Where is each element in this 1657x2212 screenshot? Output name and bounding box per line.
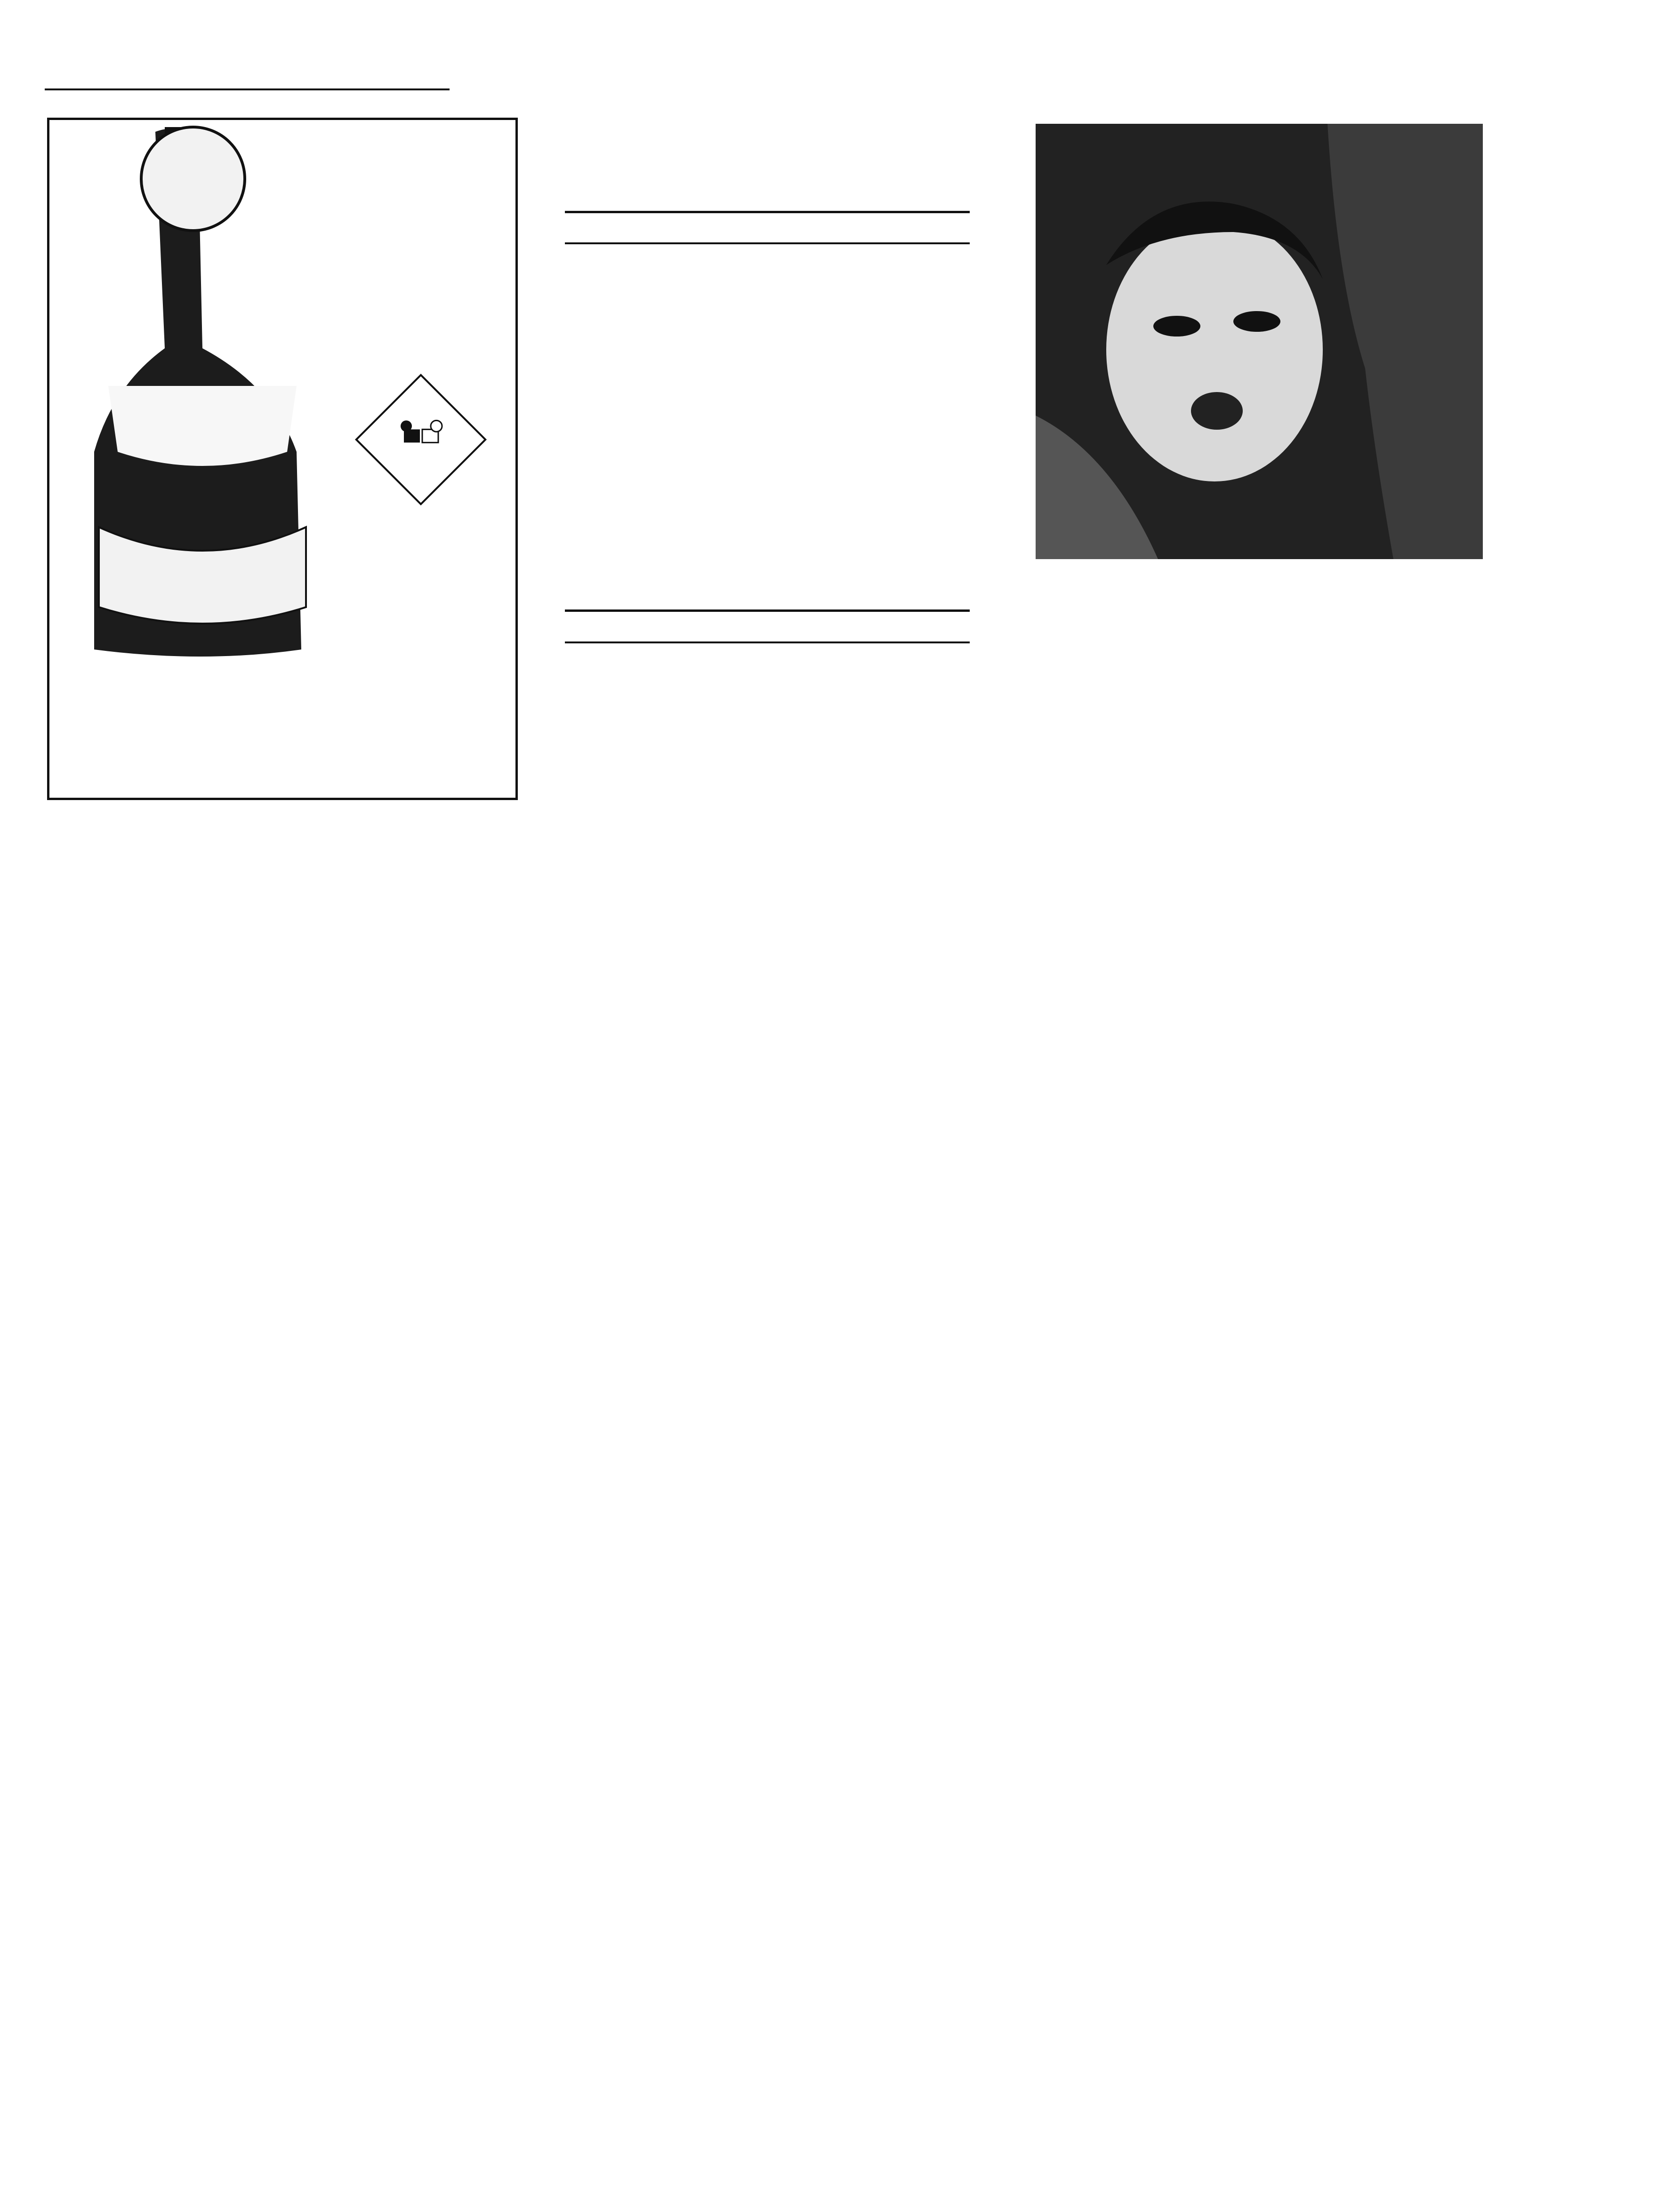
recipe-1-rule-top: [565, 211, 970, 213]
header-rule: [45, 88, 450, 90]
scottie-dogs-emblem: [355, 374, 487, 505]
whisky-ad: [47, 118, 518, 800]
recipe-2-rule-bottom: [565, 641, 970, 643]
lollobrigida-armstrong-photo: [1036, 124, 1483, 559]
recipe-2-rule-top: [565, 609, 970, 612]
whisky-bottle-illustration: [52, 122, 353, 664]
dog-icon: [378, 394, 464, 480]
recipe-1-rule-bottom: [565, 242, 970, 244]
